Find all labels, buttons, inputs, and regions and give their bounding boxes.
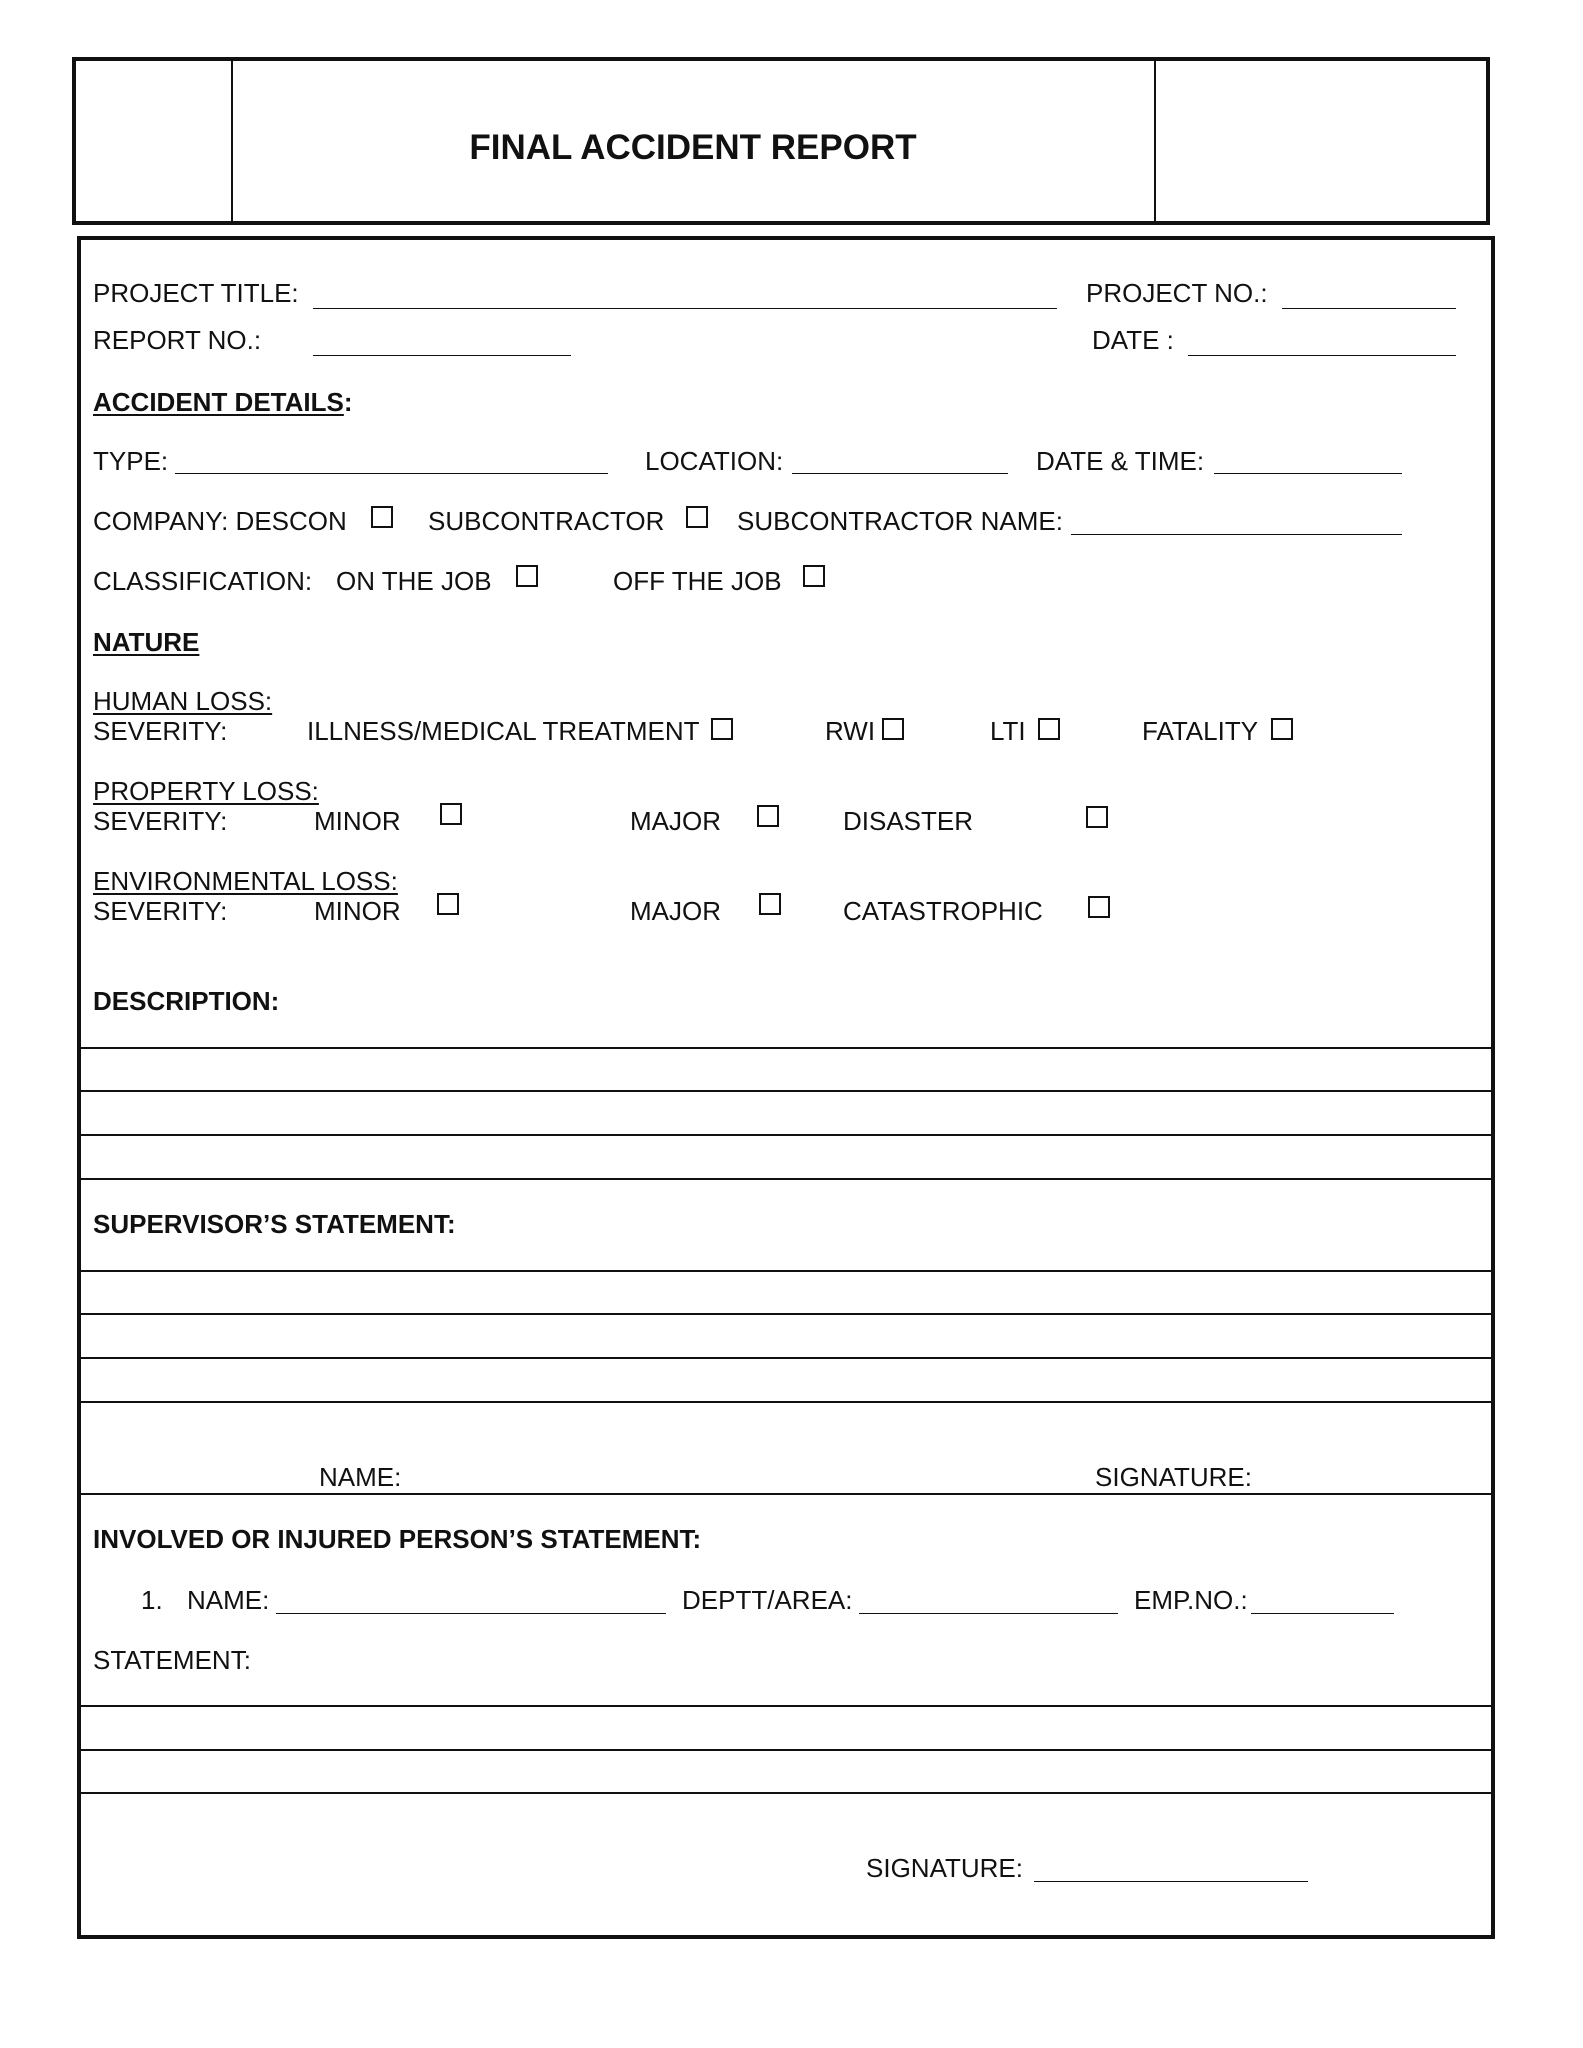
- project-no-field[interactable]: [1282, 308, 1456, 309]
- environmental-major-label: MAJOR: [630, 896, 721, 926]
- date-field[interactable]: [1188, 355, 1456, 356]
- description-heading: DESCRIPTION:: [93, 986, 280, 1016]
- header-logo-cell: [72, 57, 233, 225]
- supervisor-signoff-line: [79, 1493, 1491, 1495]
- description-line[interactable]: [79, 1090, 1491, 1092]
- nature-heading: NATURE: [93, 627, 200, 657]
- environmental-catastrophic-label: CATASTROPHIC: [843, 896, 1043, 926]
- involved-name-field[interactable]: [276, 1613, 666, 1614]
- property-disaster-label: DISASTER: [843, 806, 974, 836]
- company-descon-checkbox[interactable]: [371, 506, 393, 528]
- property-minor-checkbox[interactable]: [440, 803, 462, 825]
- report-no-field[interactable]: [313, 355, 571, 356]
- involved-name-label: NAME:: [187, 1585, 270, 1615]
- description-line[interactable]: [79, 1178, 1491, 1180]
- supervisor-heading: SUPERVISOR’S STATEMENT:: [93, 1209, 456, 1239]
- involved-statement-line[interactable]: [79, 1792, 1491, 1794]
- involved-dept-field[interactable]: [859, 1613, 1118, 1614]
- date-label: DATE :: [1092, 325, 1174, 355]
- datetime-field[interactable]: [1214, 473, 1402, 474]
- human-severity-label: SEVERITY:: [93, 716, 228, 746]
- lti-checkbox[interactable]: [1038, 718, 1060, 740]
- supervisor-line[interactable]: [79, 1357, 1491, 1359]
- form-box: [77, 236, 1495, 1939]
- supervisor-name-label: NAME:: [319, 1462, 402, 1492]
- project-no-label: PROJECT NO.:: [1086, 278, 1268, 308]
- supervisor-line[interactable]: [79, 1270, 1491, 1272]
- rwi-label: RWI: [825, 716, 876, 746]
- datetime-label: DATE & TIME:: [1036, 446, 1205, 476]
- on-job-checkbox[interactable]: [516, 565, 538, 587]
- environmental-catastrophic-checkbox[interactable]: [1088, 896, 1110, 918]
- type-label: TYPE:: [93, 446, 169, 476]
- property-major-checkbox[interactable]: [757, 805, 779, 827]
- off-job-checkbox[interactable]: [803, 565, 825, 587]
- header-right-cell: [1154, 57, 1490, 225]
- property-severity-label: SEVERITY:: [93, 806, 228, 836]
- property-minor-label: MINOR: [314, 806, 401, 836]
- rwi-checkbox[interactable]: [882, 718, 904, 740]
- subcontractor-name-label: SUBCONTRACTOR NAME:: [737, 506, 1063, 536]
- description-line[interactable]: [79, 1047, 1491, 1049]
- project-title-label: PROJECT TITLE:: [93, 278, 299, 308]
- subcontractor-checkbox[interactable]: [686, 506, 708, 528]
- illness-medical-checkbox[interactable]: [711, 718, 733, 740]
- environmental-minor-label: MINOR: [314, 896, 401, 926]
- environmental-severity-label: SEVERITY:: [93, 896, 228, 926]
- involved-empno-label: EMP.NO.:: [1134, 1585, 1248, 1615]
- company-label: COMPANY: DESCON: [93, 506, 347, 536]
- involved-statement-line[interactable]: [79, 1705, 1491, 1707]
- supervisor-line[interactable]: [79, 1401, 1491, 1403]
- classification-label: CLASSIFICATION:: [93, 566, 313, 596]
- involved-heading: INVOLVED OR INJURED PERSON’S STATEMENT:: [93, 1524, 702, 1554]
- property-major-label: MAJOR: [630, 806, 721, 836]
- description-line[interactable]: [79, 1134, 1491, 1136]
- accident-details-heading: ACCIDENT DETAILS:: [93, 387, 353, 417]
- involved-dept-label: DEPTT/AREA:: [682, 1585, 853, 1615]
- environmental-loss-label: ENVIRONMENTAL LOSS:: [93, 866, 398, 896]
- subcontractor-label: SUBCONTRACTOR: [428, 506, 665, 536]
- involved-empno-field[interactable]: [1251, 1613, 1394, 1614]
- fatality-label: FATALITY: [1142, 716, 1259, 746]
- property-disaster-checkbox[interactable]: [1086, 806, 1108, 828]
- on-job-label: ON THE JOB: [336, 566, 492, 596]
- supervisor-signature-label: SIGNATURE:: [1095, 1462, 1252, 1492]
- location-label: LOCATION:: [645, 446, 784, 476]
- property-loss-label: PROPERTY LOSS:: [93, 776, 319, 806]
- involved-item-number: 1.: [141, 1585, 163, 1615]
- environmental-major-checkbox[interactable]: [759, 893, 781, 915]
- supervisor-line[interactable]: [79, 1313, 1491, 1315]
- project-title-field[interactable]: [313, 308, 1057, 309]
- type-field[interactable]: [175, 473, 608, 474]
- lti-label: LTI: [990, 716, 1026, 746]
- involved-signature-field[interactable]: [1034, 1881, 1308, 1882]
- location-field[interactable]: [792, 473, 1008, 474]
- human-loss-label: HUMAN LOSS:: [93, 686, 273, 716]
- involved-statement-line[interactable]: [79, 1749, 1491, 1751]
- illness-medical-label: ILLNESS/MEDICAL TREATMENT: [307, 716, 700, 746]
- involved-signature-label: SIGNATURE:: [866, 1853, 1023, 1883]
- page-title: FINAL ACCIDENT REPORT: [469, 128, 917, 167]
- subcontractor-name-field[interactable]: [1071, 534, 1402, 535]
- involved-statement-label: STATEMENT:: [93, 1645, 251, 1675]
- environmental-minor-checkbox[interactable]: [437, 893, 459, 915]
- report-no-label: REPORT NO.:: [93, 325, 262, 355]
- off-job-label: OFF THE JOB: [613, 566, 782, 596]
- fatality-checkbox[interactable]: [1271, 718, 1293, 740]
